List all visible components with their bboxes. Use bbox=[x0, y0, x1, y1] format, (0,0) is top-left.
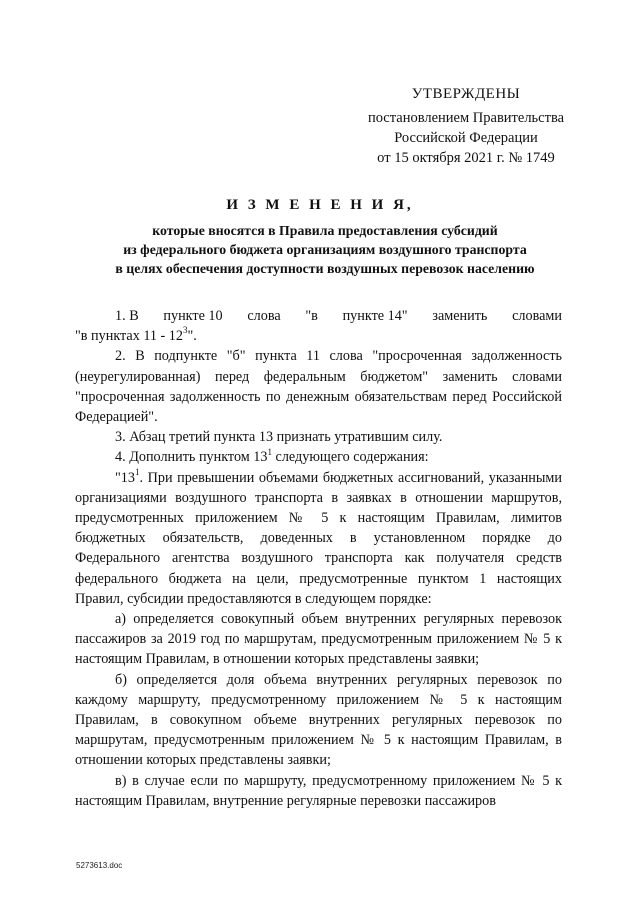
item-1-word: пункте 14" bbox=[342, 308, 408, 324]
subtitle-line-2: из федерального бюджета организациям воздушного транспорта bbox=[123, 242, 527, 257]
subtitle-line-3: в целях обеспечения доступности воздушных перевозок населению bbox=[115, 261, 535, 276]
item-2: 2. В подпункте "б" пункта 11 слова "просроченная задолженность (неурегулированная) перед федеральным бюджетом" заменить словами "просроченная задолженность по денежным обязательствам перед Российской Федерацией". bbox=[75, 348, 562, 426]
superscript: 3 bbox=[183, 325, 188, 336]
item-1-word: "в bbox=[305, 308, 318, 324]
superscript: 1 bbox=[267, 446, 272, 457]
subtitle-line-1: которые вносятся в Правила предоставления субсидий bbox=[152, 223, 498, 238]
document-title: И З М Е Н Е Н И Я, bbox=[226, 197, 414, 213]
approval-line-1: постановлением Правительства bbox=[367, 110, 565, 126]
item-5-new-point: "$13^1$. При превышении объемами бюджетных ассигнований, указанными организациями воздушного транспорта в заявках в отношении маршрутов, предусмотренных приложением № 5 к настоящим Правилам, лимитов бюджетных обязательств, доведенных в установленном порядке до Федерального агентства воздушного транспорта как получателя средств федерального бюджета на цели, предусмотренные пунктом 1 настоящих Правил, субсидии предоставляются в следующем порядке: bbox=[75, 466, 562, 607]
approval-block bbox=[346, 84, 586, 168]
item-1-word: заменить bbox=[432, 308, 488, 324]
item-4: 4. Дополнить пунктом $13^1$ следующего содержания: bbox=[115, 446, 429, 466]
subpoint-a: а) определяется совокупный объем внутренних регулярных перевозок пассажиров за 2019 год по маршрутам, предусмотренным приложением № 5 к настоящим Правилам, в отношении которых представлены заявки; bbox=[75, 611, 562, 668]
item-1-word: пункте 10 bbox=[163, 308, 223, 324]
approval-line-2: Российской Федерации bbox=[394, 130, 538, 146]
subpoint-b: б) определяется доля объема внутренних регулярных перевозок по каждому маршруту, предусмотренному приложением № 5 к настоящим Правилам, в совокупном объеме внутренних регулярных перевозок по маршрутам, предусмотренным приложением № 5 к настоящим Правилам, в отношении которых представлены заявки; bbox=[75, 671, 562, 769]
document-body bbox=[75, 306, 562, 811]
item-1-line-1 bbox=[75, 306, 562, 326]
item-1-word: 1. В bbox=[115, 308, 139, 324]
subpoint-c: в) в случае если по маршруту, предусмотренному приложением № 5 к настоящим Правилам, внутренние регулярные перевозки пассажиров bbox=[75, 772, 562, 809]
item-1-word: слова bbox=[247, 308, 281, 324]
file-name-footer: 5273613.doc bbox=[76, 861, 123, 870]
superscript: 1 bbox=[134, 466, 140, 477]
document-subtitle bbox=[60, 221, 590, 278]
item-1-word: словами bbox=[512, 308, 562, 324]
item-3: 3. Абзац третий пункта 13 признать утратившим силу. bbox=[115, 429, 443, 446]
item-1-line-2: "в пунктах $11 - 12^3$". bbox=[75, 325, 197, 345]
approval-heading: УТВЕРЖДЕНЫ bbox=[411, 86, 521, 102]
approval-line-3: от 15 октября 2021 г. № 1749 bbox=[377, 150, 555, 166]
